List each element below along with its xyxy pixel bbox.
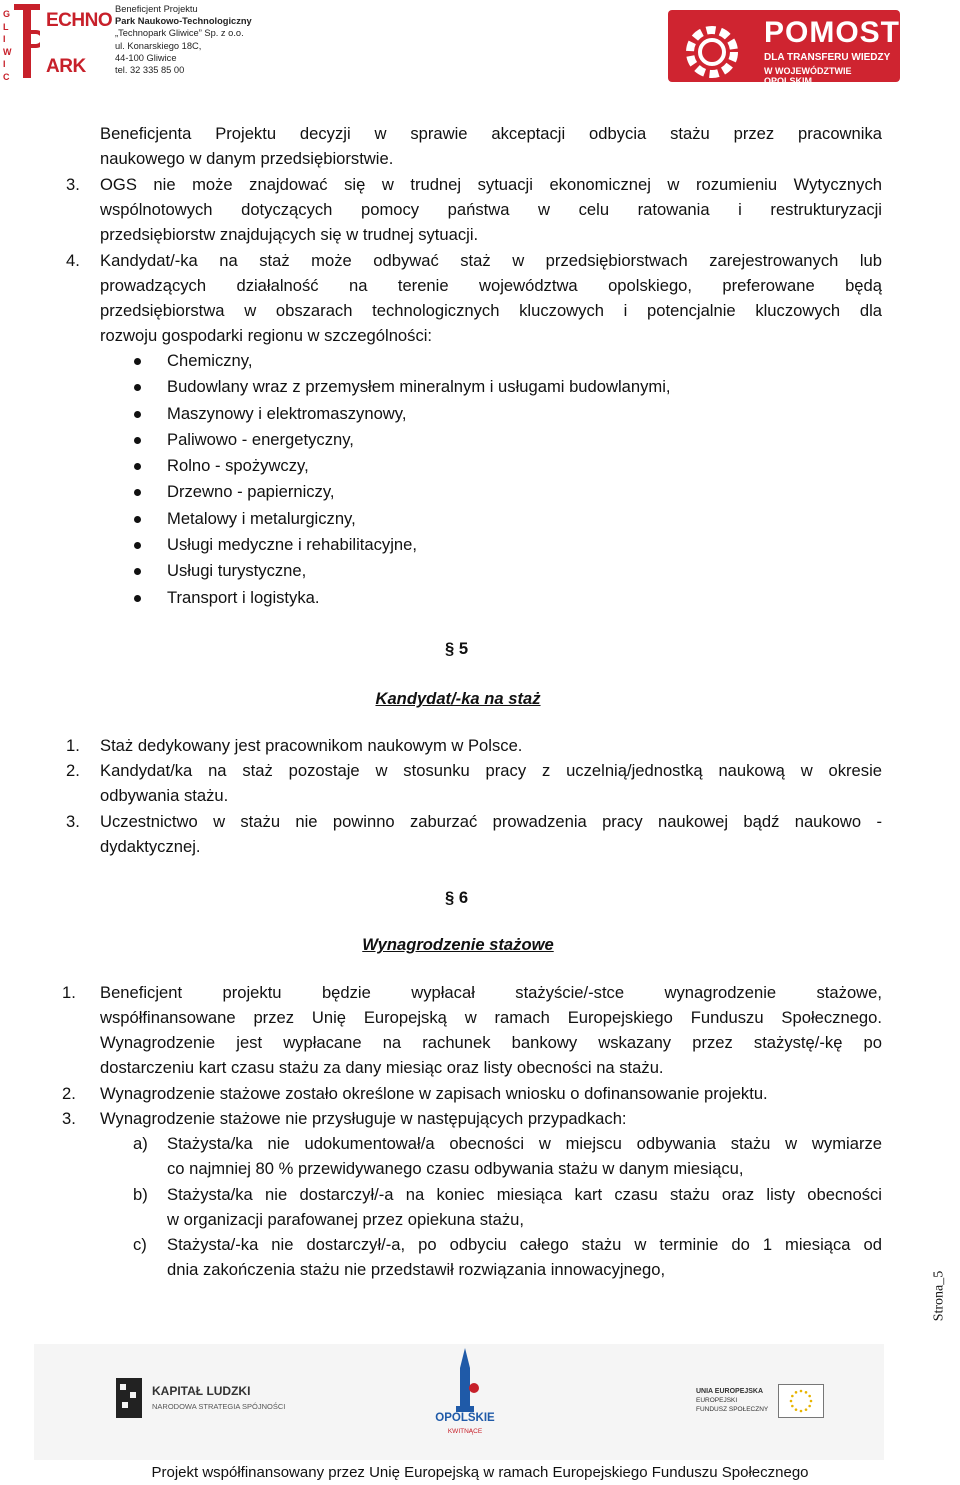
list-item: Transport i logistyka. [100,585,671,611]
sector-bullet-list [100,348,671,611]
list-item-text: wspólnotowych dotyczących pomocy państwa w celu ratowania i restrukturyzacji [100,200,882,219]
address-line: 44-100 Gliwice [115,52,177,63]
sub-item-label: c) [133,1235,147,1254]
kapital-ludzki-mark-icon [116,1378,142,1418]
list-item: Paliwowo - energetyczny, [100,427,671,453]
eu-star-icon [790,1400,793,1403]
eu-star-icon [795,1391,798,1394]
list-item-text: Wynagrodzenie stażowe nie przysługuje w następujących przypadkach: [100,1109,627,1128]
eu-star-icon [808,1395,811,1398]
eu-star-icon [800,1410,803,1413]
list-item: Budowlany wraz z przemysłem mineralnym i usługami budowlanymi, [100,374,671,400]
list-item-text: przedsiębiorstwa w obszarach technologicznych kluczowych i potencjalnie kluczowych dla [100,301,882,320]
technopark-t-p-mark-icon [14,2,40,78]
sub-item-text: Stażysta/ka nie udokumentował/a obecności w miejscu odbywania stażu w wymiarze [167,1134,882,1153]
sub-item-text: Stażysta/ka nie dostarczył/-a na koniec miesiąca kart czasu stażu oraz listy obecności [167,1185,882,1204]
bullet-icon [134,463,141,470]
list-number: 3. [66,812,80,831]
gliwice-vertical-letters: G L I W I C [3,9,12,82]
list-item-text: Wynagrodzenie jest wypłacane na rachunek bankowy wskazany przez stażystę/-kę po [100,1033,882,1052]
list-item-text: odbywania stażu. [100,786,229,805]
list-item: Drzewno - papierniczy, [100,479,671,505]
list-number: 2. [62,1084,76,1103]
list-item: Usługi turystyczne, [100,558,671,584]
cofinancing-statement: Projekt współfinansowany przez Unię Europejską w ramach Europejskiego Funduszu Społecznego [151,1464,809,1481]
list-item: Maszynowy i elektromaszynowy, [100,401,671,427]
footer-logos [34,1344,884,1460]
list-item-text: Wynagrodzenie stażowe zostało określone w zapisach wniosku o dofinansowanie projektu. [100,1084,768,1103]
sub-item-label: a) [133,1134,148,1153]
eu-star-icon [791,1405,794,1408]
section-number: § 6 [445,888,469,907]
list-item-text: Uczestnictwo w stażu nie powinno zaburzać prowadzenia pracy naukowej bądź naukowo - [100,812,882,831]
eu-star-icon [800,1390,803,1393]
logo-ark-text: ARK [46,56,86,77]
eu-flag-icon [778,1384,824,1418]
page-number-label: Strona_5 [931,1270,947,1322]
bullet-icon [134,437,141,444]
eu-efs-logo: UNIA EUROPEJSKA EUROPEJSKI FUNDUSZ SPOŁECZNY [696,1384,826,1424]
sub-item-label: b) [133,1185,148,1204]
pomost-logo [668,10,900,86]
page-header [0,0,960,92]
eu-star-icon [795,1408,798,1411]
list-number: 2. [66,761,80,780]
section-title: Kandydat/-ka na staż [375,689,541,708]
pomost-region: W WOJEWÓDZTWIE OPOLSKIM [764,66,852,86]
paragraph-continued: Beneficjenta Projektu decyzji w sprawie akceptacji odbycia stażu przez pracownika [100,124,882,143]
logo-echno-text: ECHNO [46,10,113,31]
beneficiary-address [115,3,252,76]
list-item-text: OGS nie może znajdować się w trudnej sytuacji ekonomicznej w rozumieniu Wytycznych [100,175,882,194]
address-line: ul. Konarskiego 18C, [115,40,202,51]
sub-item-text: dnia zakończenia stażu nie przedstawił rozwiązania innowacyjnego, [167,1260,666,1279]
list-item: Metalowy i metalurgiczny, [100,506,671,532]
list-item-text: przedsiębiorstw znajdujących się w trudnej sytuacji. [100,225,479,244]
address-line: „Technopark Gliwice” Sp. z o.o. [115,28,244,39]
pomost-title: POMOST [764,16,901,49]
bullet-icon [134,516,141,523]
bullet-icon [134,489,141,496]
sub-item-text: w organizacji parafowanej przez opiekuna stażu, [167,1210,524,1229]
list-number: 3. [62,1109,76,1128]
section-number: § 5 [445,639,469,658]
bullet-icon [134,568,141,575]
list-item-text: Staż dedykowany jest pracownikom naukowym w Polsce. [100,736,523,755]
list-item: Usługi medyczne i rehabilitacyjne, [100,532,671,558]
list-item-text: współfinansowane przez Unię Europejską w ramach Europejskiego Funduszu Społecznego. [100,1008,882,1027]
list-number: 3. [66,175,80,194]
eu-star-icon [805,1408,808,1411]
list-number: 1. [66,736,80,755]
address-line: Park Naukowo-Technologiczny [115,16,252,27]
address-line: tel. 32 335 85 00 [115,65,185,76]
opolskie-logo: OPOLSKIE KWITNĄCE [430,1348,500,1454]
list-item-text: Beneficjent projektu będzie wypłacał stażyście/-stce wynagrodzenie stażowe, [100,983,882,1002]
list-item-text: dydaktycznej. [100,837,201,856]
sub-item-text: co najmniej 80 % przewidywanego czasu odbywania stażu w danym miesiącu, [167,1159,744,1178]
list-item-text: Kandydat/-ka na staż może odbywać staż w przedsiębiorstwach zarejestrowanych lub [100,251,882,270]
list-item: Chemiczny, [100,348,671,374]
bullet-icon [134,411,141,418]
list-number: 4. [66,251,80,270]
pomost-subtitle: DLA TRANSFERU WIEDZY [764,52,891,63]
bullet-icon [134,384,141,391]
list-item-text: dostarczeniu kart czasu stażu za dany miesiąc oraz listy obecności na stażu. [100,1058,664,1077]
tower-icon [448,1348,482,1412]
sub-item-text: Stażysta/-ka nie dostarczył/-a, po odbyciu całego stażu w terminie do 1 miesiąca od [167,1235,882,1254]
section-title: Wynagrodzenie stażowe [362,935,554,954]
eu-star-icon [810,1400,813,1403]
bullet-icon [134,542,141,549]
eu-star-icon [808,1405,811,1408]
eu-star-icon [791,1395,794,1398]
bullet-icon [134,595,141,602]
list-item-text: prowadzących działalność na terenie województwa opolskiego, preferowane będą [100,276,882,295]
list-number: 1. [62,983,76,1002]
list-item-text: rozwoju gospodarki regionu w szczególności: [100,326,433,345]
eu-star-icon [805,1391,808,1394]
kapital-ludzki-logo: KAPITAŁ LUDZKI NARODOWA STRATEGIA SPÓJNOŚCI [116,1378,306,1418]
paragraph-continued-end: naukowego w danym przedsiębiorstwie. [100,149,394,168]
address-line: Beneficjent Projektu [115,4,198,14]
list-item: Rolno - spożywczy, [100,453,671,479]
bullet-icon [134,358,141,365]
list-item-text: Kandydat/ka na staż pozostaje w stosunku pracy z uczelnią/jednostką naukową w okresie [100,761,882,780]
technopark-logo [0,2,113,82]
gear-icon [676,16,748,88]
